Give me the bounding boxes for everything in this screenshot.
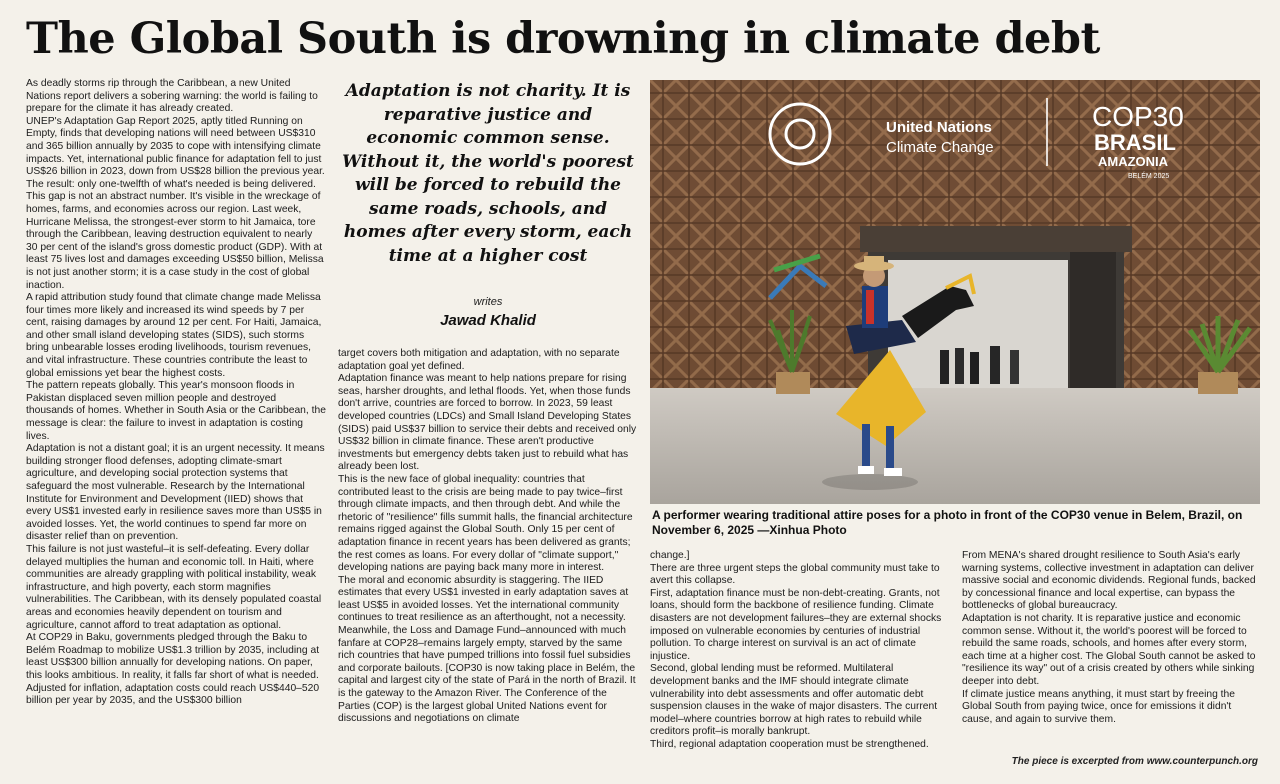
paragraph: target covers both mitigation and adaptation, with no separate adaptation goal yet defined.: [338, 348, 620, 372]
paragraph: This is the new face of global inequality: countries that contributed least to the crisis are being made to pay twice–first through climate impacts, and then through debt. And while the rhetoric of "resilience" fills summit halls, the financial architecture remains rigged against the Global South. Only 15 per cent of adaptation finance in recent years has been delivered as grants; the rest comes as loans. For every dollar of "climate support," developing nations are paying back many more in interest.: [338, 473, 633, 574]
paragraph: Adaptation is not charity. It is reparative justice and economic common sense. Without it, the world's poorest will be forced to rebuild the same roads, schools, and homes after every storm, each time at a higher cost. The Global South cannot be asked to "resilience its way" out of a crisis created by others while sinking deeper into debt.: [962, 612, 1256, 687]
sign-cop-line1: COP30: [1092, 101, 1184, 132]
pull-quote: Adaptation is not charity. It is reparative justice and economic common sense. Without it, the world's poorest will be forced to rebuild the same roads, schools, and homes after every storm, each time at a higher cost: [342, 81, 634, 266]
source-credit: The piece is excerpted from www.counterpunch.org: [1011, 756, 1258, 767]
paragraph: Adaptation is not a distant goal; it is an urgent necessity. It means building stronger flood defenses, adopting climate-smart agriculture, and developing social protection systems that safeguard the most vulnerable. Research by the International Institute for Environment and Development (IIED) shows that every US$1 invested early in resilience saves more than US$5 in avoided losses. Yet, the world continues to spend far more on disaster relief than on prevention.: [26, 443, 325, 543]
sign-un-line2: Climate Change: [886, 139, 994, 156]
sign-cop-line4: BELÉM 2025: [1128, 173, 1170, 180]
paragraph: First, adaptation finance must be non-debt-creating. Grants, not loans, should form the backbone of resilience funding. Climate disasters are not development failures–they are external shocks imposed on vulnerable economies by centuries of industrial pollution. To charge interest on survival is an act of climate injustice.: [650, 587, 942, 662]
sign-cop-line2: BRASIL: [1094, 130, 1176, 155]
paragraph: Second, global lending must be reformed. Multilateral development banks and the IMF should integrate climate vulnerability into debt assessments and offer automatic debt suspension clauses in the wake of major disasters. The current model–where countries borrow at high rates to rebuild while creditors profit–is morally bankrupt.: [650, 663, 938, 738]
paragraph: This gap is not an abstract number. It's visible in the wreckage of homes, farms, and economies across our region. Last week, Hurricane Melissa, the strongest-ever storm to hit Jamaica, tore through the Caribbean, leaving destruction equivalent to nearly 30 per cent of the island's gross domestic product (GDP). With at least 75 lives lost and damages exceeding US$50 billion, Melissa is not just another storm; it is a case study in the cost of global inaction.: [26, 191, 324, 291]
article-column-1: [26, 78, 326, 776]
photo-caption: A performer wearing traditional attire poses for a photo in front of the COP30 venue in Belem, Brazil, on November 6, 2025 —Xinhua Photo: [652, 508, 1243, 537]
paragraph: There are three urgent steps the global community must take to avert this collapse.: [650, 562, 940, 587]
headline: The Global South is drowning in climate debt: [26, 14, 1100, 64]
paragraph: From MENA's shared drought resilience to South Asia's early warning systems, collective investment in adaptation can deliver massive social and economic dividends. Regional funds, backed by concessional finance and local expertise, can bypass the bottlenecks of global bureaucracy.: [962, 550, 1256, 612]
paragraph: change.]: [650, 550, 690, 561]
article-column-2: [338, 348, 638, 772]
paragraph: UNEP's Adaptation Gap Report 2025, aptly titled Running on Empty, finds that developing nations will need between US$310 and 365 billion annually by 2035 to cope with intensifying climate impacts. Yet, international public finance for adaptation fell to just US$26 billion in 2023, down from US$28 billion the previous year. The result: only one-twelfth of what's needed is being delivered.: [26, 115, 325, 190]
byline-author: Jawad Khalid: [440, 312, 536, 329]
paragraph: A rapid attribution study found that climate change made Melissa four times more likely and increased its wind speeds by 7 per cent, raising damages by around 12 per cent. For Haiti, Jamaica, and other small island developing states (SIDS), such storms bring unbearable losses eroding livelihoods, tourism revenues, and vital infrastructure. These countries contribute the least to global emissions yet bear the highest costs.: [26, 292, 322, 379]
paragraph: Adaptation finance was meant to help nations prepare for rising seas, harsher droughts, and lethal floods. Yet, when those funds don't arrive, countries are forced to borrow. In 2023, 59 least developed countries (LDCs) and Small Island Developing States (SIDS) paid US$37 billion to service their debts and received only US$32 billion in climate finance. These aren't productive investments but emergency debts taken just to rebuild what has already been lost.: [338, 373, 637, 473]
byline-writes: writes: [473, 296, 503, 308]
sign-un-line1: United Nations: [886, 119, 992, 136]
paragraph: The pattern repeats globally. This year's monsoon floods in Pakistan displaced seven million people and destroyed thousands of homes. Whether in South Asia or the Caribbean, the message is clear: the failure to invest in adaptation is costing lives.: [26, 380, 326, 442]
article-column-4: [962, 550, 1260, 760]
paragraph: Third, regional adaptation cooperation must be strengthened.: [650, 738, 929, 750]
paragraph: At COP29 in Baku, governments pledged through the Baku to Belém Roadmap to mobilize US$1.3 trillion by 2035, including at least US$300 billion annually for developing nations. On paper, this looks ambitious. In reality, it falls far short of what is needed. Adjusted for inflation, adaptation costs could reach US$440–520 billion per year by 2035, and the US$300 billion: [26, 632, 320, 707]
paragraph: As deadly storms rip through the Caribbean, a new United Nations report delivers a sobering warning: the world is failing to prepare for the climate it has already created.: [26, 78, 318, 115]
paragraph: The moral and economic absurdity is staggering. The IIED estimates that every US$1 invested in early adaptation saves at least US$5 in avoided losses. Yet the international community continues to treat resilience as an afterthought, not a necessity. Meanwhile, the Loss and Damage Fund–announced with much fanfare at COP28–remains largely empty, starved by the same rich countries that have pumped trillions into fossil fuel subsidies and corporate bailouts. [COP30 is now taking place in Belém, the capital and largest city of the state of Pará in the north of Brazil. It is the gateway to the Amazon River. The Conference of the Parties (COP) is the largest global United Nations event for discussions and negotiations on climate: [338, 574, 636, 725]
sign-cop-line3: AMAZONIA: [1098, 154, 1169, 169]
cop30-venue-photo: [650, 80, 1260, 504]
article-column-3: [650, 550, 946, 772]
paragraph: This failure is not just wasteful–it is self-defeating. Every dollar delayed multiplies the human and economic toll. In Haiti, where communities are already grappling with political instability, weak infrastructure, and high poverty, each storm magnifies vulnerabilities. The Caribbean, with its densely populated coastal areas and economies heavily dependent on tourism and agriculture, cannot afford to treat adaptation as optional.: [26, 543, 322, 631]
paragraph: If climate justice means anything, it must start by freeing the Global South from paying twice, once for emissions it didn't cause, and again to survive them.: [962, 688, 1235, 725]
